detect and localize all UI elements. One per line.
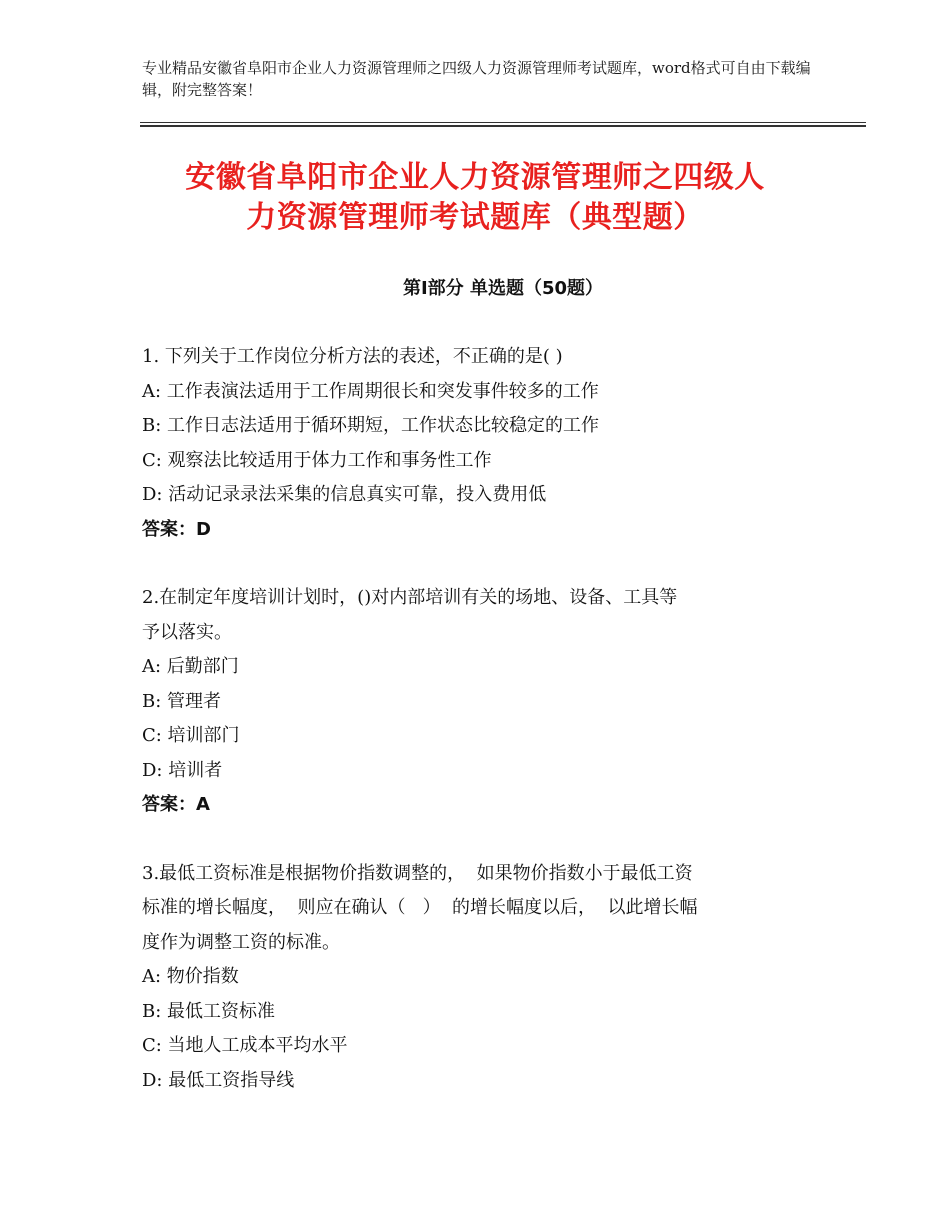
option-c: C: 观察法比较适用于体力工作和事务性工作 (142, 449, 492, 471)
answer: 答案：D (142, 518, 211, 540)
header-note: 专业精品安徽省阜阳市企业人力资源管理师之四级人力资源管理师考试题库，word格式可自由下载编辑，附完整答案！ (142, 59, 811, 99)
question-stem: 2.在制定年度培训计划时，()对内部培训有关的场地、设备、工具等 (142, 587, 678, 608)
question-stem-continued: 予以落实。 (142, 621, 232, 643)
header-rule-thick (140, 125, 866, 127)
option-b: B: 工作日志法适用于循环期短，工作状态比较稳定的工作 (142, 415, 600, 436)
question-2 (142, 581, 822, 823)
question-stem: 1. 下列关于工作岗位分析方法的表述，不正确的是( ) (142, 346, 563, 367)
question-list (142, 340, 822, 1132)
option-a: A: 工作表演法适用于工作周期很长和突发事件较多的工作 (142, 380, 599, 402)
option-c: C: 培训部门 (142, 725, 240, 746)
answer: 答案：A (142, 794, 210, 815)
option-c: C: 当地人工成本平均水平 (142, 1035, 348, 1056)
document-title (120, 158, 830, 238)
option-d: D: 最低工资指导线 (142, 1069, 295, 1091)
question-1 (142, 340, 822, 547)
section-title: 第Ⅰ部分 单选题（50题） (402, 278, 603, 299)
option-b: B: 最低工资标准 (142, 1000, 276, 1022)
question-stem-continued: 度作为调整工资的标准。 (142, 931, 340, 953)
question-stem-continued: 标准的增长幅度， 则应在确认（ ） 的增长幅度以后， 以此增长幅 (142, 897, 698, 918)
option-a: A: 物价指数 (142, 966, 239, 987)
document-title-line-1: 安徽省阜阳市企业人力资源管理师之四级人 (185, 160, 765, 195)
header-rule-thin (140, 122, 866, 123)
question-3 (142, 857, 822, 1099)
question-stem: 3.最低工资标准是根据物价指数调整的， 如果物价指数小于最低工资 (142, 862, 693, 884)
option-a: A: 后勤部门 (142, 656, 239, 677)
option-b: B: 管理者 (142, 690, 222, 712)
option-d: D: 活动记录录法采集的信息真实可靠，投入费用低 (142, 484, 547, 505)
option-d: D: 培训者 (142, 759, 223, 781)
document-title-line-2: 力资源管理师考试题库（典型题） (246, 200, 704, 235)
